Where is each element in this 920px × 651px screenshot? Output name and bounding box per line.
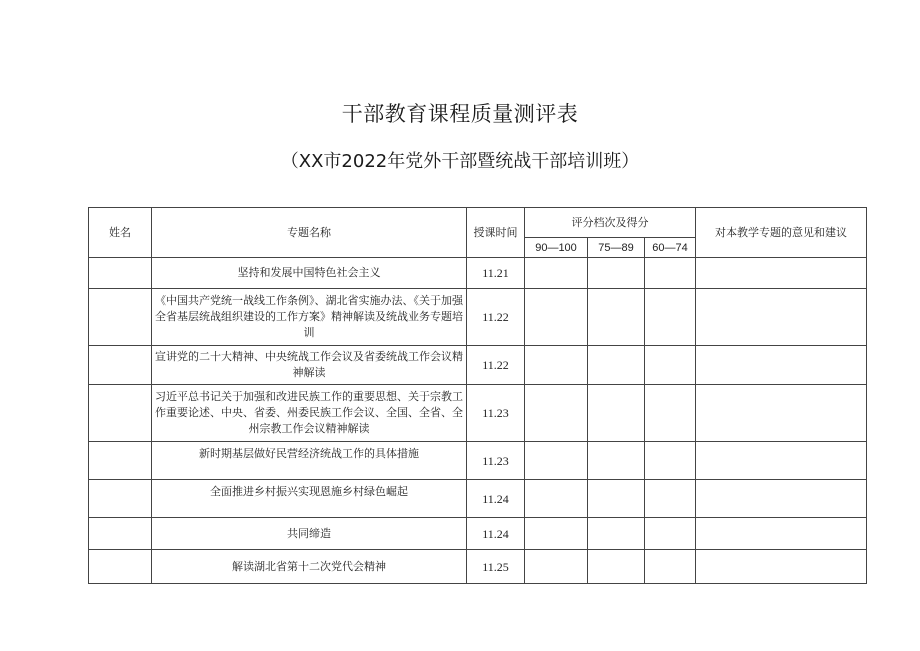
score-cell-60-74[interactable] — [645, 258, 696, 289]
score-cell-90-100[interactable] — [525, 346, 588, 385]
comment-cell[interactable] — [696, 442, 867, 480]
score-cell-75-89[interactable] — [588, 518, 645, 550]
score-cell-60-74[interactable] — [645, 442, 696, 480]
score-cell-60-74[interactable] — [645, 385, 696, 442]
name-cell[interactable] — [89, 346, 152, 385]
score-cell-75-89[interactable] — [588, 258, 645, 289]
topic-cell: 坚持和发展中国特色社会主义 — [152, 258, 467, 289]
table-row — [89, 480, 867, 518]
table-row — [89, 550, 867, 584]
comment-cell[interactable] — [696, 258, 867, 289]
score-cell-90-100[interactable] — [525, 289, 588, 346]
header-score-75-89: 75—89 — [588, 238, 645, 258]
evaluation-table — [88, 207, 867, 584]
score-cell-60-74[interactable] — [645, 289, 696, 346]
topic-cell: 全面推进乡村振兴实现恩施乡村绿色崛起 — [152, 480, 467, 518]
score-cell-75-89[interactable] — [588, 480, 645, 518]
score-cell-75-89[interactable] — [588, 346, 645, 385]
score-cell-60-74[interactable] — [645, 480, 696, 518]
table-row — [89, 258, 867, 289]
header-topic: 专题名称 — [152, 208, 467, 258]
score-cell-75-89[interactable] — [588, 442, 645, 480]
score-cell-90-100[interactable] — [525, 258, 588, 289]
table-row — [89, 346, 867, 385]
date-cell: 11.22 — [467, 346, 525, 385]
date-cell: 11.21 — [467, 258, 525, 289]
table-row — [89, 289, 867, 346]
score-cell-75-89[interactable] — [588, 289, 645, 346]
topic-cell: 新时期基层做好民营经济统战工作的具体措施 — [152, 442, 467, 480]
date-cell: 11.24 — [467, 518, 525, 550]
score-cell-90-100[interactable] — [525, 480, 588, 518]
name-cell[interactable] — [89, 480, 152, 518]
date-cell: 11.24 — [467, 480, 525, 518]
score-cell-75-89[interactable] — [588, 385, 645, 442]
date-cell: 11.23 — [467, 385, 525, 442]
score-cell-60-74[interactable] — [645, 518, 696, 550]
table-row — [89, 385, 867, 442]
comment-cell[interactable] — [696, 289, 867, 346]
comment-cell[interactable] — [696, 550, 867, 584]
date-cell: 11.22 — [467, 289, 525, 346]
comment-cell[interactable] — [696, 385, 867, 442]
header-score-60-74: 60—74 — [645, 238, 696, 258]
date-cell: 11.23 — [467, 442, 525, 480]
table-row — [89, 518, 867, 550]
name-cell[interactable] — [89, 258, 152, 289]
score-cell-90-100[interactable] — [525, 442, 588, 480]
comment-cell[interactable] — [696, 480, 867, 518]
topic-cell: 习近平总书记关于加强和改进民族工作的重要思想、关于宗教工作重要论述、中央、省委、州委民族工作会议、全国、全省、全州宗教工作会议精神解读 — [152, 385, 467, 442]
topic-cell: 解读湖北省第十二次党代会精神 — [152, 550, 467, 584]
comment-cell[interactable] — [696, 346, 867, 385]
score-cell-60-74[interactable] — [645, 346, 696, 385]
name-cell[interactable] — [89, 289, 152, 346]
header-comments: 对本教学专题的意见和建议 — [696, 208, 867, 258]
name-cell[interactable] — [89, 385, 152, 442]
header-time: 授课时间 — [467, 208, 525, 258]
page-title: 干部教育课程质量测评表 — [341, 102, 579, 126]
name-cell[interactable] — [89, 442, 152, 480]
topic-cell: 共同缔造 — [152, 518, 467, 550]
header-score-90-100: 90—100 — [525, 238, 588, 258]
topic-cell: 《中国共产党统一战线工作条例》、湖北省实施办法、《关于加强全省基层统战组织建设的工作方案》精神解读及统战业务专题培训 — [152, 289, 467, 346]
table-row — [89, 442, 867, 480]
date-cell: 11.25 — [467, 550, 525, 584]
header-name: 姓名 — [89, 208, 152, 258]
topic-cell: 宣讲党的二十大精神、中央统战工作会议及省委统战工作会议精神解读 — [152, 346, 467, 385]
name-cell[interactable] — [89, 550, 152, 584]
comment-cell[interactable] — [696, 518, 867, 550]
score-cell-90-100[interactable] — [525, 518, 588, 550]
score-cell-75-89[interactable] — [588, 550, 645, 584]
page-subtitle: （XX市2022年党外干部暨统战干部培训班） — [280, 151, 640, 172]
score-cell-90-100[interactable] — [525, 550, 588, 584]
header-score-group: 评分档次及得分 — [525, 208, 696, 238]
score-cell-90-100[interactable] — [525, 385, 588, 442]
score-cell-60-74[interactable] — [645, 550, 696, 584]
name-cell[interactable] — [89, 518, 152, 550]
